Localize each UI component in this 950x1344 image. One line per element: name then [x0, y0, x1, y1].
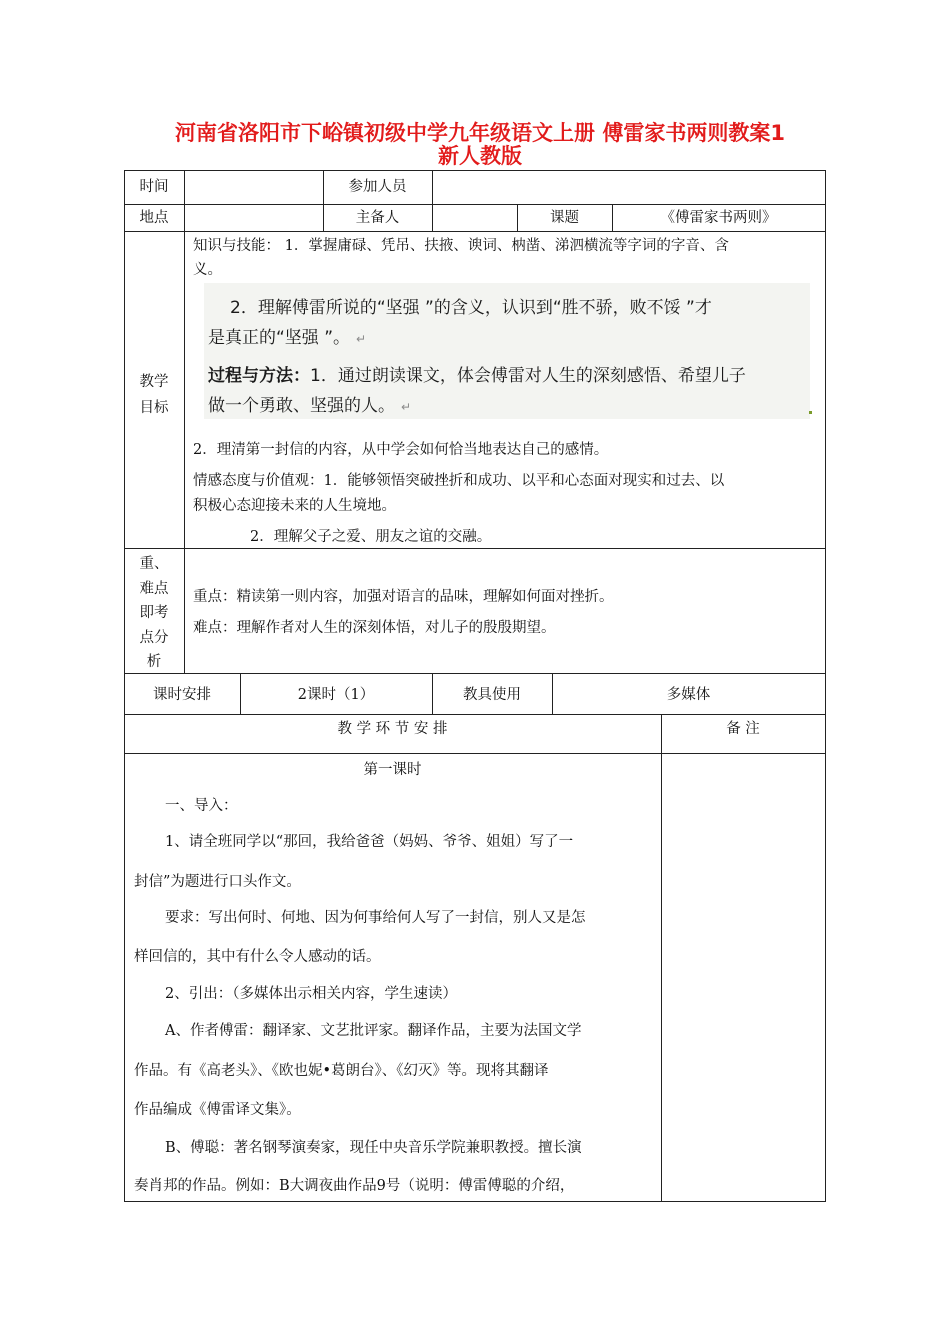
- lesson-intro: 一、导入：: [165, 798, 238, 814]
- table-border-right: [825, 170, 826, 1202]
- topic-value: 《傅雷家书两则》: [660, 210, 777, 226]
- document-title: [140, 122, 820, 168]
- embedded-text-image: [204, 283, 810, 419]
- lesson-b-line-2: 奏肖邦的作品。例如：B大调夜曲作品9号（说明：傅雷傅聪的介绍，: [134, 1178, 575, 1194]
- lesson-req-line-2: 样回信的，其中有什么令人感动的话。: [134, 949, 381, 965]
- keypoints-label-line: 即考: [139, 605, 169, 621]
- image-line-2: 是真正的“坚强 ”。: [208, 328, 351, 348]
- row-divider: [124, 714, 826, 715]
- topic-label: 课题: [550, 210, 579, 226]
- row-divider: [124, 204, 826, 205]
- knowledge-line-2: 义。: [193, 262, 222, 278]
- green-dot-mark: [809, 411, 812, 414]
- notes-header: 备 注: [726, 721, 760, 737]
- table-border-top: [124, 170, 826, 171]
- lesson-heading: 第一课时: [363, 762, 422, 778]
- keypoints-label-line: 析: [146, 654, 162, 670]
- knowledge-line-1: 知识与技能： 1．掌握庸碌、凭吊、扶掖、谀词、枘凿、涕泗横流等字词的字音、含: [193, 238, 729, 254]
- place-label: 地点: [139, 210, 169, 226]
- keypoints-label: [124, 552, 184, 675]
- process-label: 过程与方法：: [208, 366, 310, 386]
- keypoints-label-line: 重、: [139, 556, 169, 572]
- lesson-p1-line-1: 1、请全班同学以“那回，我给爸爸（妈妈、爷爷、姐姐）写了一: [165, 834, 574, 850]
- title-line-2: 新人教版: [438, 144, 522, 168]
- process-line-1: 1．通过朗读课文，体会傅雷对人生的深刻感悟、希望儿子: [310, 366, 746, 386]
- objectives-label-line-2: 目标: [139, 400, 169, 416]
- lesson-a-line-2: 作品。有《高老头》、《欧也妮•葛朗台》、《幻灭》等。现将其翻译: [134, 1063, 549, 1079]
- image-line-1: 2．理解傅雷所说的“坚强 ”的含义，认识到“胜不骄，败不馁 ”才: [230, 298, 712, 318]
- return-mark-icon: ↵: [356, 332, 367, 346]
- lesson-b-line-1: B、傅聪：著名钢琴演奏家，现任中央音乐学院兼职教授。擅长演: [165, 1140, 582, 1156]
- lesson-p1-line-2: 封信”为题进行口头作文。: [134, 874, 301, 890]
- tools-value: 多媒体: [666, 687, 711, 703]
- attitude-line-1: 情感态度与价值观：1．能够领悟突破挫折和成功、以平和心态面对现实和过去、以: [193, 473, 725, 489]
- difficulty-text: 难点：理解作者对人生的深刻体悟，对儿子的殷殷期望。: [193, 620, 556, 636]
- lesson-a-line-3: 作品编成《傅雷译文集》。: [134, 1102, 301, 1118]
- schedule-value: 2课时（1）: [297, 687, 375, 703]
- col-divider: [184, 170, 185, 673]
- attitude-line-2: 积极心态迎接未来的人生境地。: [193, 498, 396, 514]
- lesson-p2: 2、引出：（多媒体出示相关内容，学生速读）: [165, 986, 457, 1002]
- process-line-2: 做一个勇敢、坚强的人。: [208, 396, 395, 416]
- lead-label: 主备人: [355, 210, 400, 226]
- table-border-bottom: [124, 1201, 826, 1202]
- row-divider: [124, 673, 826, 674]
- keypoints-label-line: 点分: [139, 629, 169, 646]
- row-divider: [124, 753, 826, 754]
- row-divider: [124, 548, 826, 549]
- attitude-point-2: 2．理解父子之爱、朋友之谊的交融。: [250, 529, 492, 545]
- tools-label: 教具使用: [463, 687, 521, 703]
- participants-label: 参加人员: [348, 179, 407, 195]
- focus-text: 重点：精读第一则内容，加强对语言的品味，理解如何面对挫折。: [193, 589, 614, 605]
- objective-point-2: 2．理清第一封信的内容，从中学会如何恰当地表达自己的感情。: [193, 442, 609, 458]
- objectives-label-line-1: 教学: [139, 374, 169, 390]
- col-divider: [661, 714, 662, 1201]
- return-mark-icon: ↵: [401, 400, 412, 414]
- lesson-a-line-1: A、作者傅雷：翻译家、文艺批评家。翻译作品，主要为法国文学: [165, 1023, 582, 1039]
- arrangement-header: 教 学 环 节 安 排: [337, 721, 448, 737]
- schedule-label: 课时安排: [153, 687, 211, 703]
- col-divider: [432, 170, 433, 231]
- lesson-req-line-1: 要求：写出何时、何地、因为何事给何人写了一封信，别人又是怎: [165, 910, 586, 926]
- time-label: 时间: [139, 179, 169, 195]
- row-divider: [124, 231, 826, 232]
- keypoints-label-line: 难点: [139, 580, 169, 597]
- objectives-label: [124, 369, 184, 421]
- title-line-1: 河南省洛阳市下峪镇初级中学九年级语文上册 傅雷家书两则教案1: [175, 121, 785, 145]
